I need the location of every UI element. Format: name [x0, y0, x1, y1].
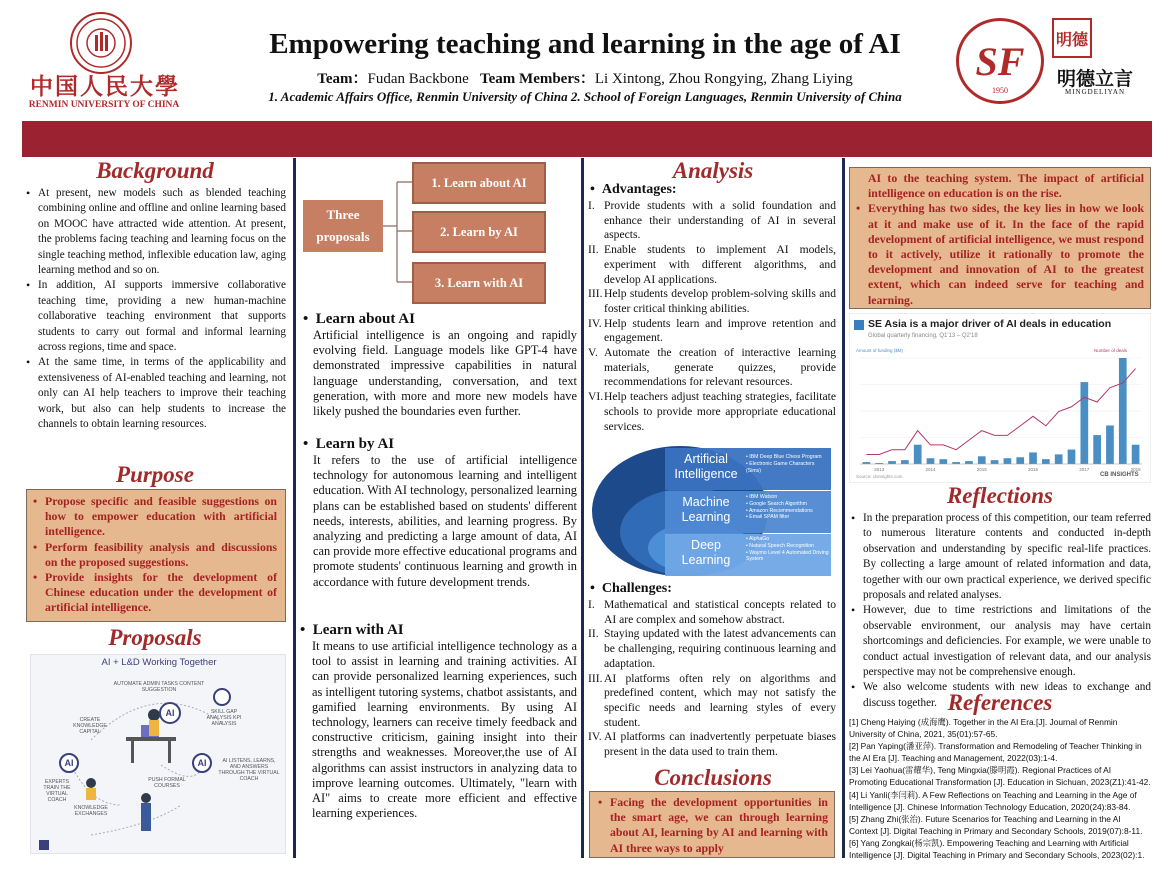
chart-bar: [888, 461, 896, 464]
chart-bar: [1042, 459, 1050, 464]
column-divider: [581, 158, 584, 858]
item-text: Enable students to implement AI models, experiment with different algorithms, and develop AI applications.: [604, 243, 836, 286]
chart-title: SE Asia is a major driver of AI deals in education: [868, 318, 1112, 330]
chart-bar: [1055, 454, 1063, 464]
numbered-item: [588, 287, 836, 316]
figure-label: AUTOMATE ADMIN TASKS CONTENT SUGGESTION: [113, 681, 205, 693]
university-english-name: RENMIN UNIVERSITY OF CHINA: [28, 100, 180, 110]
chart-bar: [1119, 358, 1127, 464]
mingde-liyan-logo-icon: 明德 明德立言 MINGDELIYAN: [1052, 18, 1138, 102]
reference-item: [5] Zhang Zhi(张治). Future Scenarios for Teaching and Learning in the AI Context [J]. Digital Teaching in Primary and Secondary Schools, 2019(07):8-11.: [849, 813, 1143, 836]
series-label-funding: Amount of funding ($M): [856, 348, 904, 353]
section-heading: • Learn by AI: [303, 436, 395, 452]
section-text: Artificial intelligence is an ongoing and rapidly evolving field. Language models like GPT-4 have demonstrated impressive capabilities in natural language understanding, conversation, and text generation, with more and more new models have likely pushed the boundaries even further.: [313, 328, 577, 419]
numbered-item: [588, 346, 836, 390]
column-divider: [842, 158, 845, 858]
x-tick-label: 2014: [925, 467, 936, 472]
chart-bar: [914, 445, 922, 464]
figure-label: KNOWLEDGE EXCHANGES: [74, 805, 108, 817]
reference-item: [1] Cheng Haiying (成海鹰). Together in the AI Era.[J]. Journal of Renmin University of China, 2021, 35(01):57-65.: [849, 717, 1118, 740]
reference-item: [4] Li Yanli(李闫莉). A Few Reflections on Teaching and Learning in the Age of Intelligence [J]. Chinese Information Technology Education, 2020(24):83-84.: [849, 789, 1137, 812]
reflections-title: Reflections: [946, 483, 1054, 508]
chart-bar: [1004, 458, 1012, 464]
item-numeral: V.: [588, 346, 598, 360]
item-numeral: I.: [588, 598, 595, 611]
conclusions-list: [596, 795, 828, 856]
chart-bar: [1068, 450, 1076, 464]
proposal-step-2: 2. Learn by AI: [412, 211, 546, 253]
section-heading: • Learn with AI: [300, 622, 404, 638]
item-numeral: III.: [588, 287, 603, 301]
reference-item: [2] Pan Yaping(潘亚萍). Transformation and Remodeling of Teacher Thinking in the AI Era [J]. Teaching and Management, 2022(03):1-4.: [849, 741, 1142, 764]
list-item: • Everything has two sides, the key lies in how we look at it and make use of it. In the face of the rapid development of artificial intelligence, we must respond to it actively, utilize it rationally to promote the development and innovation of AI to the greatest extent, which can indeed serve for teaching and learning.: [854, 201, 1144, 307]
learn-about-ai-section: [303, 311, 577, 419]
numbered-item: [588, 672, 836, 731]
learn-with-ai-section: [300, 622, 577, 821]
continued-text: AI to the teaching system. The impact of artificial intelligence on education is on the rise.: [868, 171, 1144, 201]
list-item: • Perform feasibility analysis and discussions on the proposed suggestions.: [31, 540, 277, 570]
list-item: • In the preparation process of this competition, our team referred to numerous literature contents and conducted in-depth observation and understanding by specific real-life practices. By collecting a large amount of related information and data, together with our own practical experience, we derived specific proposals and related analyses.: [849, 511, 1151, 603]
item-text: Provide students with a solid foundation and enhance their understanding of AI in several aspects.: [604, 199, 836, 242]
advantages-list: [588, 199, 836, 434]
conclusions-continued-box: [849, 167, 1151, 309]
x-tick-label: 2016: [1028, 467, 1039, 472]
list-item: • At present, new models such as blended teaching combining online and offline and online learning based on MOOC have attracted wide attention. At present, the problems facing teaching and learning focus on the single teaching method, inflexible education law, aging learning method and so on.: [24, 186, 286, 278]
numbered-item: [588, 390, 836, 434]
figure-label: PUSH FORMAL COURSES: [148, 777, 186, 789]
numbered-item: [588, 199, 836, 243]
layer-label: Artificial Intelligence: [674, 452, 738, 481]
chart-bar: [939, 459, 947, 464]
renmin-university-seal-icon: [70, 12, 132, 74]
list-item: • However, due to time restrictions and limitations of the observable environment, our analysis may have certain shortcomings and deficiencies. For example, we were unable to conduct actual investigation of relevant data, and our analysis perspective may not be comprehensive enough.: [849, 603, 1151, 680]
item-text: AI platforms often rely on algorithms and predefined content, which may not satisfy the specific needs and learning styles of every student.: [604, 671, 836, 729]
chart-source: Source: cbinsights.com: [856, 474, 903, 479]
ai-badge-icon: AI: [159, 702, 181, 724]
list-item: • Provide insights for the development of Chinese education under the development of artificial intelligence.: [31, 570, 277, 616]
chart-bar: [1106, 425, 1114, 464]
ai-ml-dl-diagram: [590, 444, 834, 579]
chart-plot: [850, 314, 1152, 484]
ai-ld-figure: [30, 654, 286, 854]
background-list: [24, 186, 286, 433]
x-tick-label: 2018: [1130, 467, 1141, 472]
layer-label: Deep Learning: [681, 538, 731, 567]
purpose-title: Purpose: [116, 462, 194, 487]
header-divider-bar: [22, 121, 1152, 157]
item-numeral: I.: [588, 199, 595, 212]
chart-bar: [965, 461, 973, 464]
mingde-english: MINGDELIYAN: [1065, 88, 1125, 96]
team-name: Fudan Backbone: [367, 71, 469, 87]
numbered-item: [588, 317, 836, 346]
team-line: Team：Fudan Backbone Team Members：Li Xintong, Zhou Rongying, Zhang Liying: [317, 71, 853, 87]
chart-bar: [978, 456, 986, 464]
figure-label: CREATE KNOWLEDGE CAPITAL: [73, 717, 107, 735]
team-members: Li Xintong, Zhou Rongying, Zhang Liying: [594, 71, 853, 87]
analysis-title: Analysis: [672, 158, 754, 183]
conclusions-list-continued: [854, 201, 1144, 307]
item-text: AI platforms can inadvertently perpetuate biases present in the data used to train them.: [604, 730, 836, 759]
figure-label: EXPERTS TRAIN THE VIRTUAL COACH: [43, 779, 71, 803]
mingde-chars: 明德立言: [1056, 69, 1133, 90]
skill-gap-chart-icon: [213, 688, 231, 706]
item-numeral: VI.: [588, 390, 604, 404]
challenges-heading: • Challenges:: [590, 581, 672, 596]
numbered-item: [588, 598, 836, 627]
list-item: • We also welcome students with new ideas to exchange and discuss together.: [849, 680, 1151, 711]
ai-badge-icon: AI: [59, 753, 79, 773]
chart-bar: [991, 460, 999, 464]
reference-item: [3] Lei Yaohua(雷耀华), Teng Mingxia(滕明霞). Regional Practices of AI Promoting Educational Transformation [J]. Education in Sichuan, 2023(Z1):41-42.: [849, 765, 1151, 788]
numbered-item: [588, 243, 836, 287]
layer-label: Machine Learning: [681, 495, 731, 524]
references-title: References: [947, 690, 1053, 715]
chart-bar: [1080, 382, 1088, 464]
background-title: Background: [96, 158, 214, 183]
proposal-connector-lines: [383, 160, 415, 310]
x-tick-label: 2015: [976, 467, 987, 472]
poster-title: Empowering teaching and learning in the age of AI: [269, 28, 901, 60]
proposal-step-3: 3. Learn with AI: [412, 262, 546, 304]
figure-label: SKILL GAP ANALYSIS KPI ANALYSIS: [206, 709, 242, 727]
item-numeral: IV.: [588, 730, 602, 744]
team-label: Team: [317, 71, 353, 87]
purpose-list: [31, 494, 277, 616]
members-label: Team Members: [480, 71, 580, 87]
list-item: • In addition, AI supports immersive collaborative teaching time, providing a new human-machine collaborative teaching environment that supports students to carry out formal and informal learning across regions, time and space.: [24, 278, 286, 355]
section-text: It refers to the use of artificial intelligence technology for autonomous learning and intelligent education. With AI technology, personalized learning plans can be established based on students' different needs, interests, abilities, and learning progress. By analyzing and predicting a large amount of data, AI can provide more effective educational programs and promote students' continuous learning and growth in accordance with future development trends.: [313, 453, 577, 589]
item-text: Staying updated with the latest advancements can be challenging, requiring continuous learning and adaptation.: [604, 627, 836, 670]
conclusions-title: Conclusions: [654, 765, 772, 790]
chart-bar: [901, 460, 909, 464]
reflections-list: [849, 511, 1151, 711]
sf-year: 1950: [992, 86, 1008, 95]
conclusions-box: [589, 791, 835, 858]
x-tick-label: 2013: [874, 467, 885, 472]
references-list: [849, 716, 1151, 861]
item-numeral: IV.: [588, 316, 602, 330]
list-item: • Facing the development opportunities in the smart age, we can through learning about AI, learning by AI and learning with AI three ways to apply: [596, 795, 828, 856]
series-label-deals: Number of deals: [1094, 348, 1128, 353]
figure-title: AI + L&D Working Together: [101, 657, 217, 668]
chart-bar: [1029, 452, 1037, 464]
item-numeral: II.: [588, 243, 599, 257]
column-divider: [293, 158, 296, 858]
sf-mark: SF: [975, 38, 1025, 84]
ai-deals-chart: [849, 313, 1151, 483]
chart-bar: [927, 458, 935, 464]
item-text: Help teachers adjust teaching strategies, facilitate schools to provide more appropriate educational services.: [604, 390, 836, 433]
item-numeral: III.: [588, 671, 603, 685]
section-text: It means to use artificial intelligence technology as a tool to assist in learning and training activities. AI can provide personalized learning experiences, such as intelligent tutoring systems, chatbot assistants, and gamified learning environments. By using AI technology, learners can receive timely feedback and constructive criticism, gaining insight into their strengths and weaknesses. Moreover,the use of AI algorithms can assist instructors in analyzing data to improve learning outcomes. Ultimately, "learn with AI" aims to create more efficient and effective learning experiences.: [312, 639, 577, 821]
university-chinese-name: 中国人民大學: [30, 74, 180, 99]
reference-item: [6] Yang Zongkai(杨宗凯). Empowering Teaching and Learning with Artificial Intelligence [J]. Digital Teaching in Primary and Secondary Schools, 2023(02):1.: [849, 837, 1145, 861]
three-proposals-box: Three proposals: [303, 200, 383, 252]
item-text: Automate the creation of interactive learning materials, generate quizzes, provide recommendations for relevant resources.: [604, 346, 836, 389]
item-text: Mathematical and statistical concepts related to AI are complex and somehow abstract.: [604, 598, 836, 626]
numbered-item: [588, 730, 836, 759]
section-heading: • Learn about AI: [303, 311, 415, 327]
sf-logo-icon: [956, 18, 1044, 104]
figure-label: AI LISTENS, LEARNS, AND ANSWERS THROUGH THE VIRTUAL COACH: [218, 758, 280, 782]
proposals-title: Proposals: [108, 625, 202, 650]
list-item: • Propose specific and feasible suggestions on how to empower education with artificial intelligence.: [31, 494, 277, 540]
purpose-box: [26, 489, 286, 622]
challenges-list: [588, 598, 836, 760]
chart-brand: CB INSIGHTS: [1100, 472, 1139, 478]
item-text: Help students learn and improve retention and engagement.: [604, 316, 836, 345]
x-tick-label: 2017: [1079, 467, 1090, 472]
chart-bar: [1132, 445, 1140, 464]
chart-bar: [1093, 435, 1101, 464]
list-item: • At the same time, in terms of the applicability and extensiveness of AI-enabled teaching and learning, not only can AI help teachers to improve their teaching work, but also can help students to increase the channels to obtain learning resources.: [24, 355, 286, 432]
chart-bar: [1016, 457, 1024, 464]
layer-notes: • AlphaGo • Natural Speech Recognition • Waymo Level 4 Automated Driving System: [746, 536, 829, 563]
item-text: Help students develop problem-solving skills and foster critical thinking abilities.: [604, 287, 836, 315]
advantages-heading: • Advantages:: [590, 182, 677, 197]
chart-subtitle: Global quarterly financing, Q1'13 – Q2'18: [868, 333, 978, 339]
proposal-step-1: 1. Learn about AI: [412, 162, 546, 204]
learn-by-ai-section: [303, 436, 577, 590]
ai-badge-icon: AI: [192, 753, 212, 773]
item-numeral: II.: [588, 627, 599, 641]
affiliations: 1. Academic Affairs Office, Renmin University of China 2. School of Foreign Languages, Renmin University of China: [268, 89, 902, 104]
layer-notes: • IBM Deep Blue Chess Program • Electronic Game Characters (Sims): [746, 454, 822, 474]
numbered-item: [588, 627, 836, 671]
layer-notes: • IBM Watson • Google Search Algorithm • Amazon Recommendations • Email SPAM filter: [746, 494, 813, 521]
